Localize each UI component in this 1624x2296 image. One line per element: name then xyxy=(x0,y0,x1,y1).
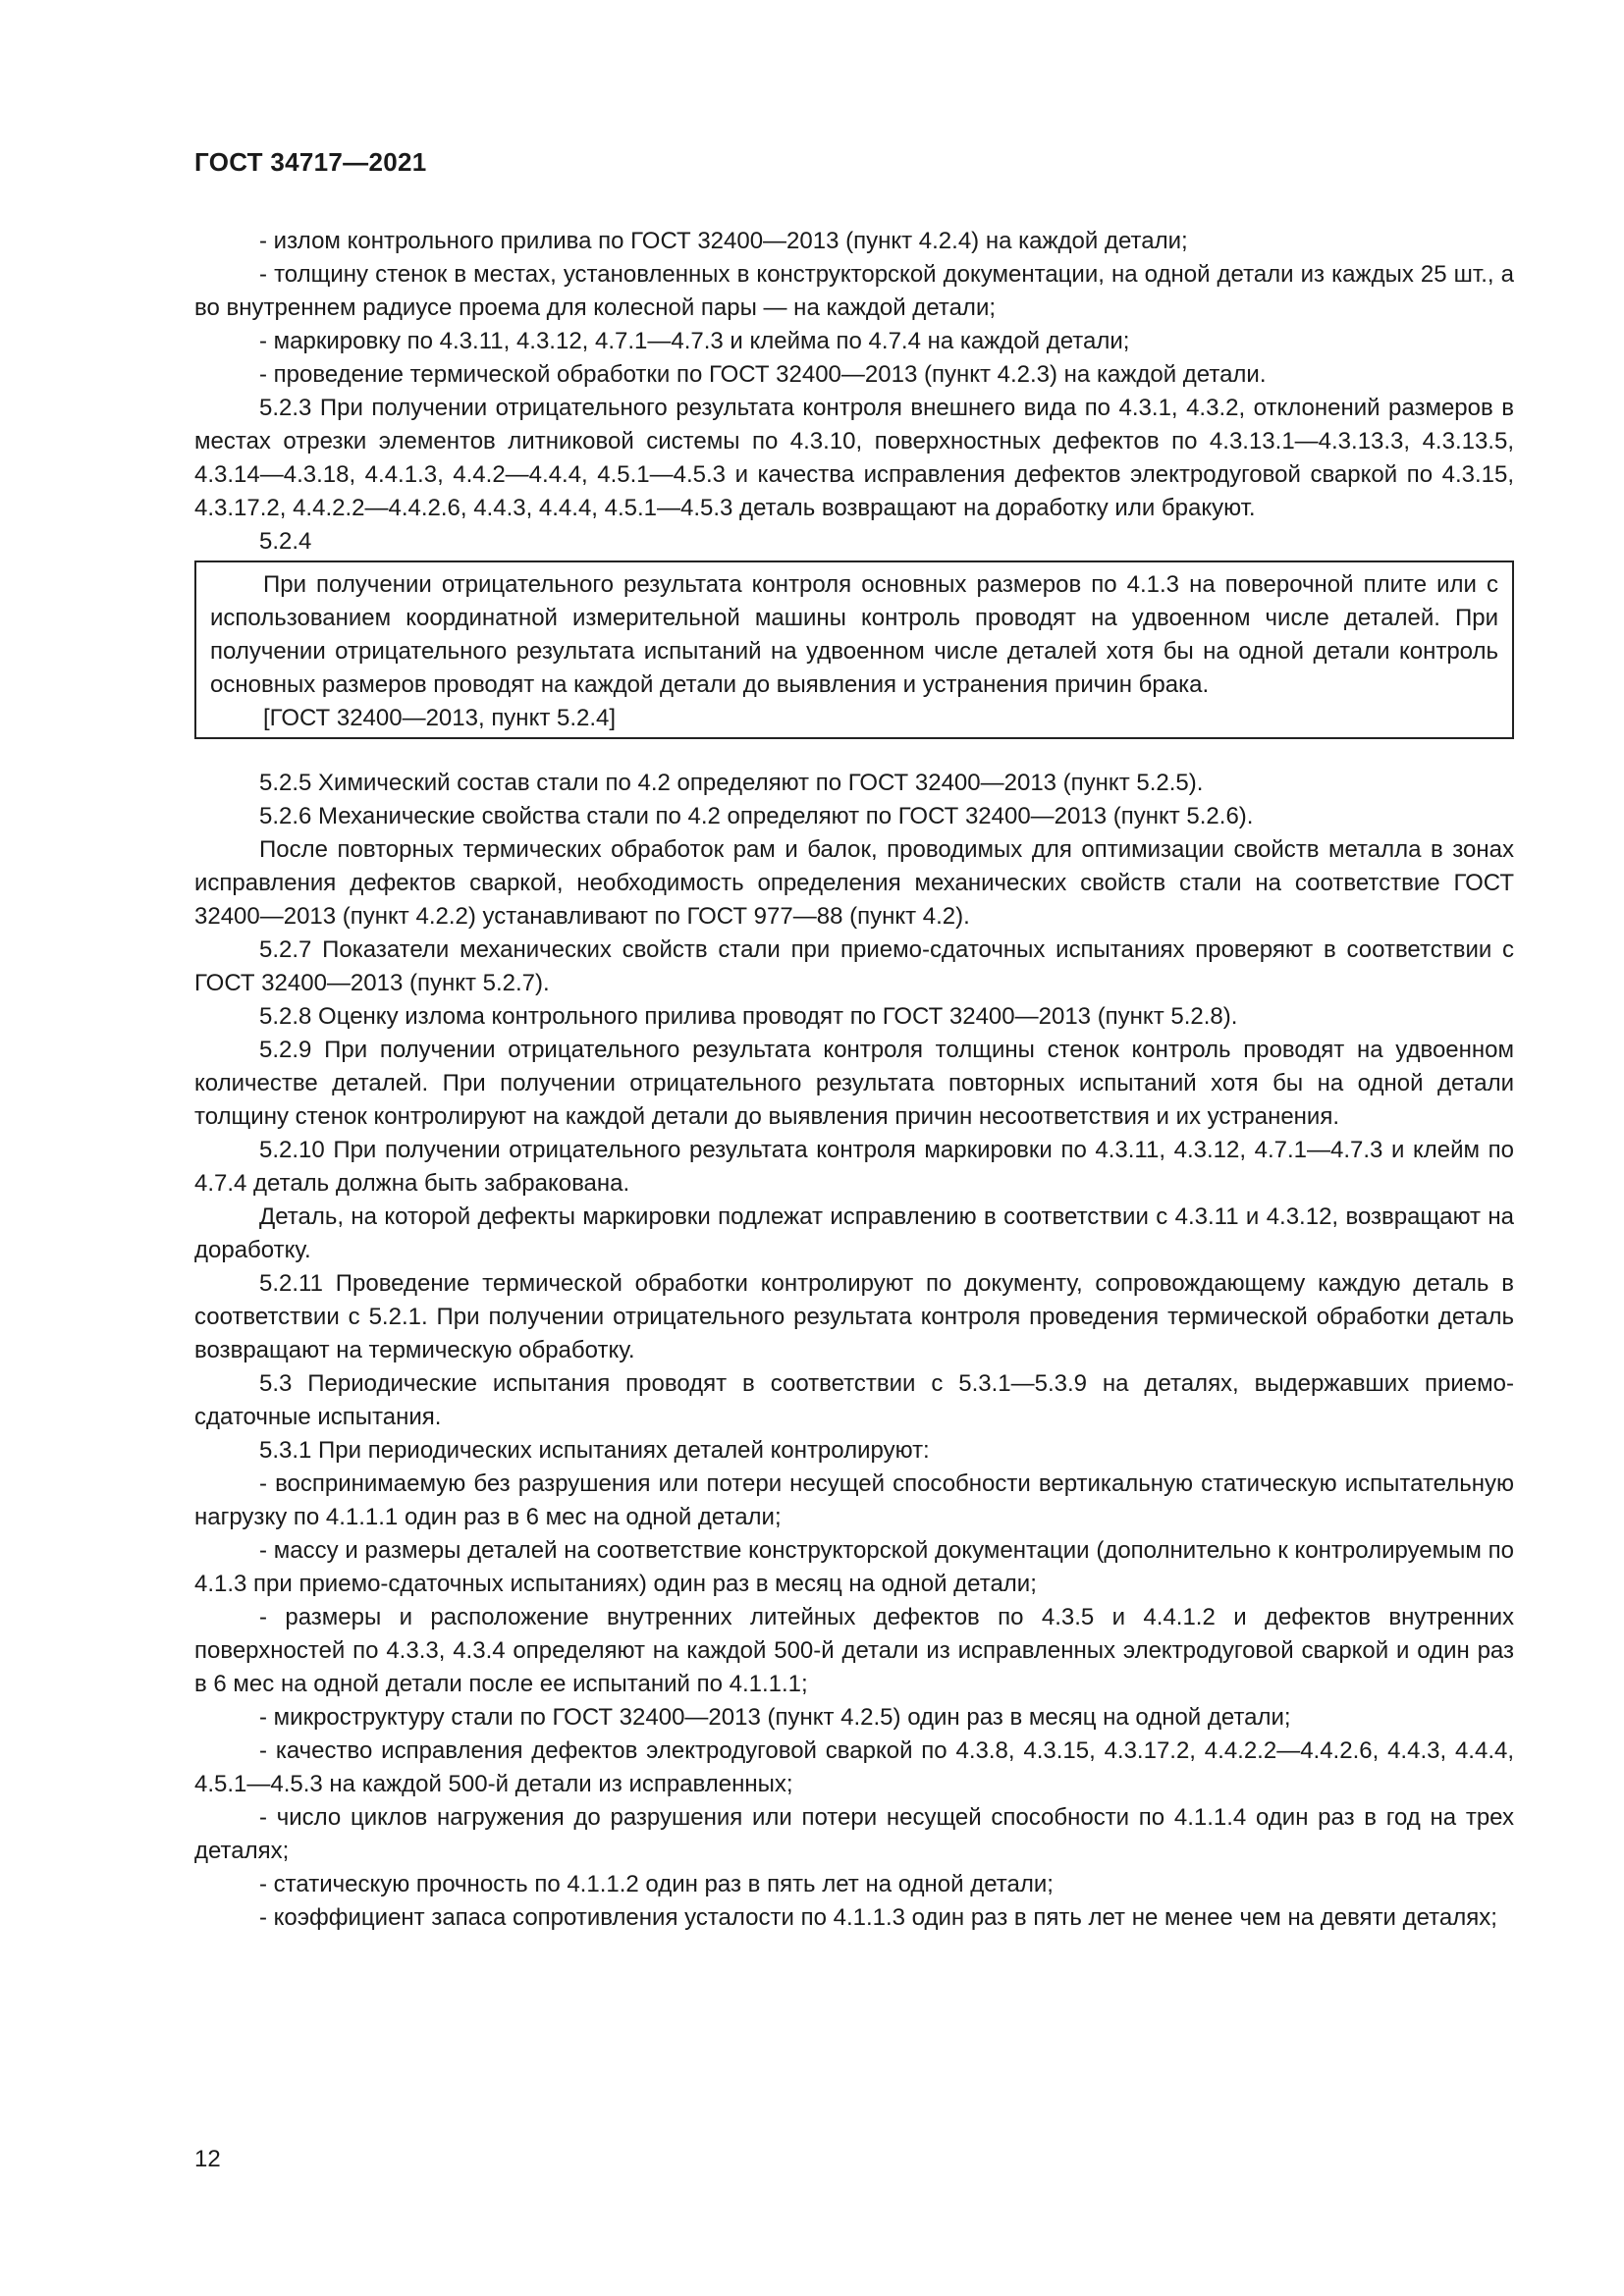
paragraph: 5.2.8 Оценку излома контрольного прилива проводят по ГОСТ 32400—2013 (пункт 5.2.8). xyxy=(259,1003,1238,1030)
list-item: - микроструктуру стали по ГОСТ 32400—2013 (пункт 4.2.5) один раз в месяц на одной детали; xyxy=(259,1704,1291,1731)
paragraph-5-2-4-number: 5.2.4 xyxy=(259,528,312,555)
list-item: - толщину стенок в местах, установленных в конструкторской документации, на одной детали из каждых 25 шт., а во внутреннем радиусе проема для колесной пары — на каждой детали; xyxy=(194,261,1514,321)
paragraph: Деталь, на которой дефекты маркировки подлежат исправлению в соответствии с 4.3.11 и 4.3.12, возвращают на доработку. xyxy=(194,1203,1514,1263)
paragraph-5-2-3: 5.2.3 При получении отрицательного результата контроля внешнего вида по 4.3.1, 4.3.2, отклонений размеров в местах отрезки элементов литниковой системы по 4.3.10, поверхностных дефектов по 4.3.13.1—4.3.13.3, 4.3.13.5, 4.3.14—4.3.18, 4.4.1.3, 4.4.2—4.4.4, 4.5.1—4.5.3 и качества исправления дефектов электродуговой сваркой по 4.3.15, 4.3.17.2, 4.4.2.2—4.4.2.6, 4.4.3, 4.4.4, 4.5.1—4.5.3 деталь возвращают на доработку или бракуют. xyxy=(194,395,1514,521)
citation: [ГОСТ 32400—2013, пункт 5.2.4] xyxy=(263,705,617,731)
section-paragraphs xyxy=(194,767,1514,1935)
paragraph: 5.2.10 При получении отрицательного результата контроля маркировки по 4.3.11, 4.3.12, 4.7.1—4.7.3 и клейм по 4.7.4 деталь должна быть забракована. xyxy=(194,1137,1514,1197)
list-item: - размеры и расположение внутренних литейных дефектов по 4.3.5 и 4.4.1.2 и дефектов внутренних поверхностей по 4.3.3, 4.3.4 определяют на каждой 500-й детали из исправленных электродуговой сваркой и один раз в 6 мес на одной детали после ее испытаний по 4.1.1.1; xyxy=(194,1604,1514,1697)
list-item: - проведение термической обработки по ГОСТ 32400—2013 (пункт 4.2.3) на каждой детали. xyxy=(259,361,1267,388)
paragraph: После повторных термических обработок рам и балок, проводимых для оптимизации свойств металла в зонах исправления дефектов сваркой, необходимость определения механических свойств стали на соответствие ГОСТ 32400—2013 (пункт 4.2.2) устанавливают по ГОСТ 977—88 (пункт 4.2). xyxy=(194,836,1514,930)
paragraph: 5.2.5 Химический состав стали по 4.2 определяют по ГОСТ 32400—2013 (пункт 5.2.5). xyxy=(259,770,1204,796)
list-item: - маркировку по 4.3.11, 4.3.12, 4.7.1—4.7.3 и клейма по 4.7.4 на каждой детали; xyxy=(259,328,1130,354)
list-item: - воспринимаемую без разрушения или потери несущей способности вертикальную статическую испытательную нагрузку по 4.1.1.1 один раз в 6 мес на одной детали; xyxy=(194,1470,1514,1530)
list-item: - излом контрольного прилива по ГОСТ 32400—2013 (пункт 4.2.4) на каждой детали; xyxy=(259,228,1188,254)
document-body xyxy=(194,225,1514,1935)
list-item: - массу и размеры деталей на соответствие конструкторской документации (дополнительно к контролируемым по 4.1.3 при приемо-сдаточных испытаниях) один раз в месяц на одной детали; xyxy=(194,1537,1514,1597)
paragraph: 5.2.6 Механические свойства стали по 4.2 определяют по ГОСТ 32400—2013 (пункт 5.2.6). xyxy=(259,803,1254,829)
page-number: 12 xyxy=(194,2146,221,2172)
quoted-standard-box xyxy=(194,561,1514,739)
list-item: - коэффициент запаса сопротивления усталости по 4.1.1.3 один раз в пять лет не менее чем на девяти деталях; xyxy=(259,1904,1497,1931)
list-item: - качество исправления дефектов электродуговой сваркой по 4.3.8, 4.3.15, 4.3.17.2, 4.4.2.2—4.4.2.6, 4.4.3, 4.4.4, 4.5.1—4.5.3 на каждой 500-й детали из исправленных; xyxy=(194,1737,1514,1797)
paragraph: 5.3 Периодические испытания проводят в соответствии с 5.3.1—5.3.9 на деталях, выдержавших приемо-сдаточные испытания. xyxy=(194,1370,1514,1430)
list-item: - число циклов нагружения до разрушения или потери несущей способности по 4.1.1.4 один раз в год на трех деталях; xyxy=(194,1804,1514,1864)
paragraph: 5.2.9 При получении отрицательного результата контроля толщины стенок контроль проводят на удвоенном количестве деталей. При получении отрицательного результата повторных испытаний хотя бы на одной детали толщину стенок контролируют на каждой детали до выявления причин несоответствия и их устранения. xyxy=(194,1037,1514,1130)
quoted-text: При получении отрицательного результата контроля основных размеров по 4.1.3 на поверочной плите или с использованием координатной измерительной машины контроль проводят на удвоенном числе деталей. При получении отрицательного результата испытаний на удвоенном числе деталей хотя бы на одной детали контроль основных размеров проводят на каждой детали до выявления и устранения причин брака. xyxy=(210,571,1498,698)
paragraph: 5.2.11 Проведение термической обработки контролируют по документу, сопровождающему каждую деталь в соответствии с 5.2.1. При получении отрицательного результата контроля проведения термической обработки деталь возвращают на термическую обработку. xyxy=(194,1270,1514,1363)
paragraph: 5.3.1 При периодических испытаниях деталей контролируют: xyxy=(259,1437,930,1464)
document-header: ГОСТ 34717—2021 xyxy=(194,147,427,177)
paragraph: 5.2.7 Показатели механических свойств стали при приемо-сдаточных испытаниях проверяют в соответствии с ГОСТ 32400—2013 (пункт 5.2.7). xyxy=(194,936,1514,996)
list-item: - статическую прочность по 4.1.1.2 один раз в пять лет на одной детали; xyxy=(259,1871,1054,1897)
